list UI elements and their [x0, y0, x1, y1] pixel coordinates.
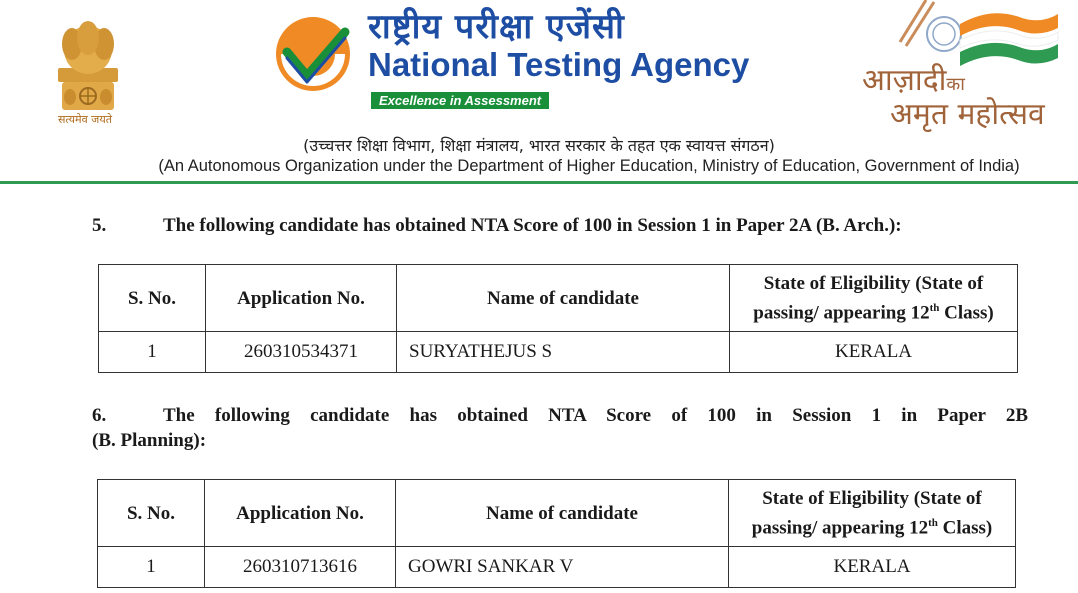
cell-state: KERALA — [729, 547, 1016, 588]
agency-tagline: Excellence in Assessment — [371, 92, 549, 109]
cell-sno: 1 — [99, 332, 206, 373]
header-name: Name of candidate — [397, 265, 730, 332]
cell-sno: 1 — [98, 547, 205, 588]
section-text: The following candidate has obtained NTA Score of 100 in Session 1 in Paper 2B — [163, 405, 1028, 426]
header-sno: S. No. — [99, 265, 206, 332]
cell-application: 260310713616 — [205, 547, 396, 588]
cell-name: SURYATHEJUS S — [397, 332, 730, 373]
subtitle-hindi: (उच्चत्तर शिक्षा विभाग, शिक्षा मंत्रालय, भारत सरकार के तहत एक स्वायत्त संगठन) — [303, 136, 775, 155]
section-5-heading — [92, 215, 902, 237]
cell-application: 260310534371 — [206, 332, 397, 373]
agency-name-hindi: राष्ट्रीय परीक्षा एजेंसी — [368, 7, 625, 47]
amrit-line-2: अमृत महोत्सव — [890, 97, 1045, 132]
header-sno: S. No. — [98, 480, 205, 547]
section-6-heading-line2: (B. Planning): — [92, 430, 207, 451]
candidate-table-paper-2b — [97, 479, 1016, 588]
cell-state: KERALA — [730, 332, 1018, 373]
table-row — [98, 547, 1016, 588]
table-header-row — [98, 480, 1016, 547]
header-state: State of Eligibility (State of passing/ appearing 12th Class) — [730, 265, 1018, 332]
section-text: The following candidate has obtained NTA Score of 100 in Session 1 in Paper 2A (B. Arch.): — [163, 215, 902, 236]
section-6-heading — [92, 405, 1028, 427]
emblem-caption: सत्यमेव जयते — [57, 113, 112, 126]
header-application: Application No. — [206, 265, 397, 332]
amrit-line-1: आज़ादीका — [862, 63, 965, 98]
agency-name-english: National Testing Agency — [368, 46, 750, 83]
table-row — [99, 332, 1018, 373]
cell-name: GOWRI SANKAR V — [396, 547, 729, 588]
header-application: Application No. — [205, 480, 396, 547]
table-header-row — [99, 265, 1018, 332]
subtitle-english: (An Autonomous Organization under the Department of Higher Education, Ministry of Education, Government of India) — [158, 157, 1020, 175]
header-divider — [0, 181, 1078, 184]
candidate-table-paper-2a — [98, 264, 1018, 373]
nta-checkmark-logo-icon — [273, 14, 353, 94]
header-state: State of Eligibility (State of passing/ appearing 12th Class) — [729, 480, 1016, 547]
section-number: 6. — [92, 405, 107, 426]
section-number: 5. — [92, 215, 107, 236]
header-name: Name of candidate — [396, 480, 729, 547]
